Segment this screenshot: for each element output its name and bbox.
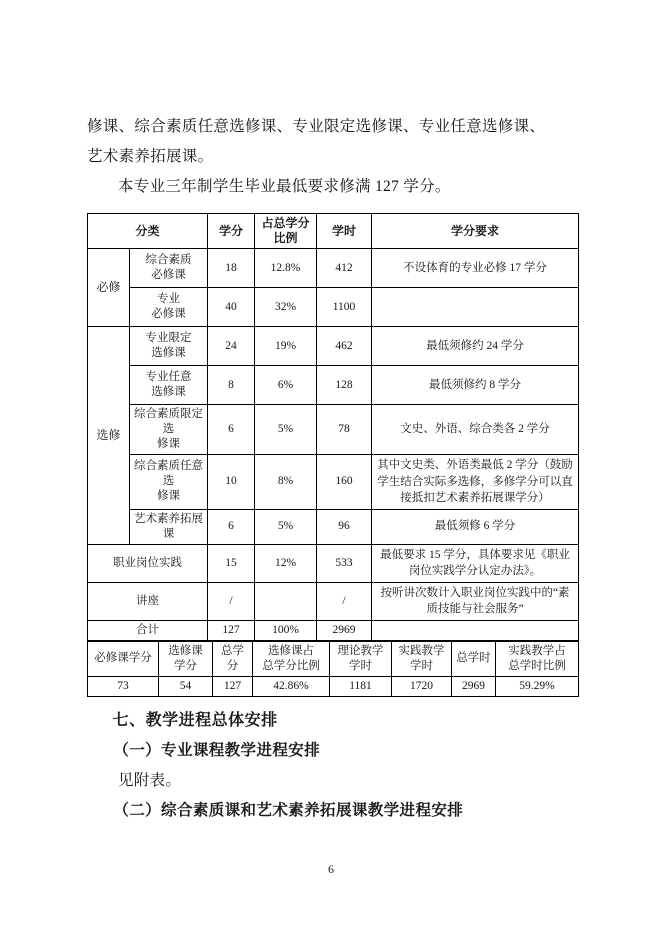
- row-requirement: 最低须修约 8 学分: [372, 366, 579, 405]
- paragraph-intro-line1: 修课、综合素质任意选修课、专业限定选修课、专业任意选修课、: [87, 118, 546, 135]
- header-percent: [255, 214, 317, 249]
- row-hours: 78: [317, 405, 372, 455]
- page-number: 6: [328, 862, 334, 876]
- row-requirement: 其中文史类、外语类最低 2 学分（鼓励学生结合实际多选修，多修学分可以直接抵扣艺术素养拓展课学分）: [372, 455, 579, 510]
- header-percent-line1: 占总学分: [261, 216, 310, 230]
- row-hours: 1100: [317, 288, 372, 327]
- table-row: [88, 509, 579, 544]
- table-header-row: [88, 214, 579, 249]
- row-percent: 8%: [255, 455, 317, 510]
- row-requirement: [372, 620, 579, 640]
- row-percent: 19%: [255, 327, 317, 366]
- group-label-required: 必修: [88, 249, 130, 327]
- table-row: [88, 327, 579, 366]
- row-percent: 100%: [255, 620, 317, 640]
- row-hours: 96: [317, 509, 372, 544]
- summary-header-elective-credits: 选修课 学分: [159, 641, 213, 676]
- table-row: [88, 288, 579, 327]
- row-percent: 12%: [255, 544, 317, 582]
- row-requirement: 最低要求 15 学分，具体要求见《职业岗位实践学分认定办法》。: [372, 544, 579, 582]
- table-row: [88, 582, 579, 620]
- paragraph-credit-requirement: 本专业三年制学生毕业最低要求修满 127 学分。: [118, 178, 451, 195]
- row-hours: 533: [317, 544, 372, 582]
- row-requirement: 不设体育的专业必修 17 学分: [372, 249, 579, 288]
- row-name: 专业限定 选修课: [130, 327, 208, 366]
- table-row: [88, 544, 579, 582]
- row-credits: 15: [208, 544, 255, 582]
- row-credits: 40: [208, 288, 255, 327]
- subsection-heading-two: （二）综合素质课和艺术素养拓展课教学进程安排: [113, 801, 464, 819]
- summary-value-required-credits: 73: [88, 676, 159, 696]
- row-percent: 6%: [255, 366, 317, 405]
- table-row: [88, 366, 579, 405]
- row-percent: 5%: [255, 405, 317, 455]
- row-hours: 2969: [317, 620, 372, 640]
- row-credits: 127: [208, 620, 255, 640]
- summary-header-row: [88, 641, 579, 676]
- row-percent: 12.8%: [255, 249, 317, 288]
- summary-value-practice-hours: 1720: [392, 676, 452, 696]
- row-percent: [255, 582, 317, 620]
- summary-value-total-hours: 2969: [452, 676, 496, 696]
- row-percent: 5%: [255, 509, 317, 544]
- row-name: 讲座: [88, 582, 208, 620]
- row-percent: 32%: [255, 288, 317, 327]
- summary-header-total-hours: 总学时: [452, 641, 496, 676]
- header-percent-line2: 比例: [273, 231, 298, 245]
- subsection-one-body: 见附表。: [118, 771, 182, 789]
- summary-header-required-credits: 必修课学分: [88, 641, 159, 676]
- table-row: [88, 455, 579, 510]
- row-hours: 160: [317, 455, 372, 510]
- row-requirement: 最低须修约 24 学分: [372, 327, 579, 366]
- row-name: 综合素质 必修课: [130, 249, 208, 288]
- row-name: 综合素质任意选 修课: [130, 455, 208, 510]
- subsection-heading-one: （一）专业课程教学进程安排: [113, 741, 321, 759]
- summary-value-elective-credits: 54: [159, 676, 213, 696]
- row-credits: 10: [208, 455, 255, 510]
- summary-header-practice-hours: 实践教学 学时: [392, 641, 452, 676]
- summary-value-elective-ratio: 42.86%: [253, 676, 330, 696]
- row-credits: 24: [208, 327, 255, 366]
- row-credits: /: [208, 582, 255, 620]
- table-row: [88, 405, 579, 455]
- summary-value-theory-hours: 1181: [330, 676, 392, 696]
- row-name: 综合素质限定选 修课: [130, 405, 208, 455]
- header-credit-requirement: 学分要求: [372, 214, 579, 249]
- row-name: 合计: [88, 620, 208, 640]
- row-name: 艺术素养拓展课: [130, 509, 208, 544]
- row-name: 专业 必修课: [130, 288, 208, 327]
- header-category: 分类: [88, 214, 208, 249]
- row-hours: 412: [317, 249, 372, 288]
- row-name: 职业岗位实践: [88, 544, 208, 582]
- summary-value-row: [88, 676, 579, 696]
- row-credits: 18: [208, 249, 255, 288]
- summary-header-theory-hours: 理论教学 学时: [330, 641, 392, 676]
- credit-structure-table: [87, 213, 579, 641]
- row-credits: 6: [208, 509, 255, 544]
- summary-header-practice-ratio: 实践教学占 总学时比例: [496, 641, 579, 676]
- row-requirement: 最低须修 6 学分: [372, 509, 579, 544]
- row-credits: 8: [208, 366, 255, 405]
- row-requirement: 文史、外语、综合类各 2 学分: [372, 405, 579, 455]
- row-hours: 462: [317, 327, 372, 366]
- header-hours: 学时: [317, 214, 372, 249]
- row-hours: 128: [317, 366, 372, 405]
- summary-header-elective-ratio: 选修课占 总学分比例: [253, 641, 330, 676]
- group-label-elective: 选修: [88, 327, 130, 545]
- summary-header-total-credits: 总学 分: [213, 641, 253, 676]
- row-hours: /: [317, 582, 372, 620]
- table-row: [88, 620, 579, 640]
- summary-value-total-credits: 127: [213, 676, 253, 696]
- row-name: 专业任意 选修课: [130, 366, 208, 405]
- credit-summary-table: [87, 641, 579, 697]
- header-credits: 学分: [208, 214, 255, 249]
- paragraph-intro-line2: 艺术素养拓展课。: [87, 148, 214, 165]
- section-heading-seven: 七、教学进程总体安排: [112, 711, 278, 729]
- row-credits: 6: [208, 405, 255, 455]
- row-requirement: [372, 288, 579, 327]
- page-content: [87, 112, 578, 826]
- table-row: [88, 249, 579, 288]
- row-requirement: 按听讲次数计入职业岗位实践中的“素质技能与社会服务”: [372, 582, 579, 620]
- summary-value-practice-ratio: 59.29%: [496, 676, 579, 696]
